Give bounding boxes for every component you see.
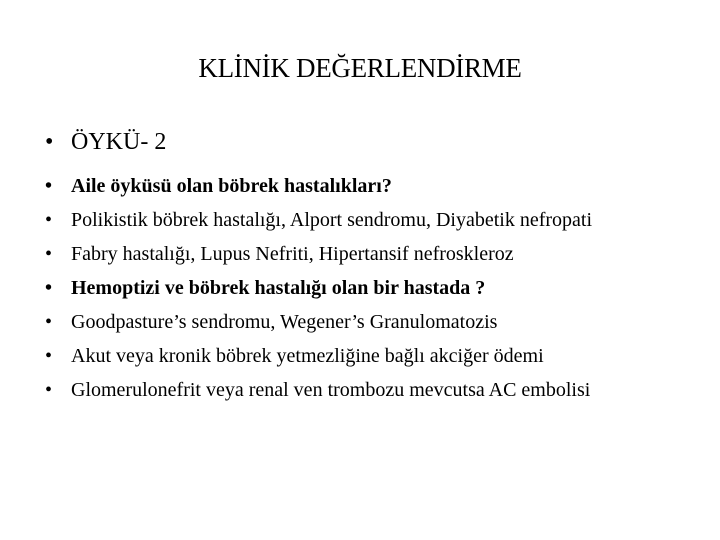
list-item-text: Glomerulonefrit veya renal ven trombozu mevcutsa AC embolisi [71,379,591,401]
list-item [45,344,685,368]
bullet-icon: • [45,209,53,231]
section-heading-text: ÖYKÜ- 2 [71,129,167,155]
list-item-text: Aile öyküsü olan böbrek hastalıkları? [71,175,392,197]
bullet-icon: • [45,129,54,155]
bullet-icon: • [45,243,53,265]
slide-title: KLİNİK DEĞERLENDİRME [198,53,522,83]
bullet-icon: • [45,311,53,333]
bullet-icon: • [45,277,53,299]
section-heading [45,126,166,158]
list-item-text: Goodpasture’s sendromu, Wegener’s Granulomatozis [71,311,498,333]
bullet-icon: • [45,175,53,197]
list-item [45,208,685,232]
list-item [45,276,685,300]
list-item-text: Hemoptizi ve böbrek hastalığı olan bir hastada ? [71,277,486,299]
list-item-text: Fabry hastalığı, Lupus Nefriti, Hipertansif nefroskleroz [71,243,514,265]
list-item [45,242,685,266]
list-item [45,174,685,198]
bullet-icon: • [45,345,53,367]
list-item-text: Polikistik böbrek hastalığı, Alport sendromu, Diyabetik nefropati [71,209,593,231]
list-item [45,378,685,402]
list-item [45,310,685,334]
list-item-text: Akut veya kronik böbrek yetmezliğine bağlı akciğer ödemi [71,345,544,367]
bullet-icon: • [45,379,53,401]
bullet-list [45,174,685,412]
